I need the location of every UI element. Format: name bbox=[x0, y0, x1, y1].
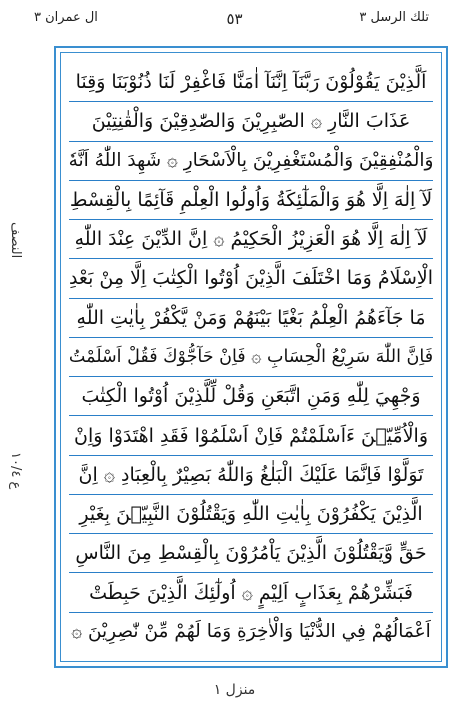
text-block bbox=[60, 52, 442, 662]
margin-marker-ruku: ع ١٠/٤ bbox=[8, 452, 23, 490]
text-line-2: عَذَابَ النَّارِ ۞ الصّٰبِرِيْنَ وَالصّٰدِقِيْنَ وَالْقٰنِتِيْنَ bbox=[69, 102, 433, 141]
text-line-11: تَوَلَّوْا فَاِنَّمَا عَلَيْكَ الْبَلٰغُ وَاللّٰهُ بَصِيْرٌ بِالْعِبَادِ ۞ اِنَّ bbox=[69, 456, 433, 495]
text-line-8: فَاِنَّ اللّٰهَ سَرِيْعُ الْحِسَابِ ۞ فَاِنْ حَآجُّوْكَ فَقُلْ اَسْلَمْتُ bbox=[69, 338, 433, 377]
header-surah-title: ال عمران ٣ bbox=[34, 10, 98, 25]
text-line-1: اَلَّذِيْنَ يَقُوْلُوْنَ رَبَّنَآ اِنَّنَآ اٰمَنَّا فَاغْفِرْ لَنَا ذُنُوْبَنَا وَقِنَا bbox=[69, 63, 433, 102]
text-line-6: الْاِسْلَامُ وَمَا اخْتَلَفَ الَّذِيْنَ اُوْتُوا الْكِتٰبَ اِلَّا مِنْ بَعْدِ bbox=[69, 259, 433, 298]
text-line-9: وَجْهِيَ لِلّٰهِ وَمَنِ اتَّبَعَنِ وَقُلْ لِّلَّذِيْنَ اُوْتُوا الْكِتٰبَ bbox=[69, 377, 433, 416]
text-line-13: حَقٍّ وَّيَقْتُلُوْنَ الَّذِيْنَ يَاْمُرُوْنَ بِالْقِسْطِ مِنَ النَّاسِ bbox=[69, 534, 433, 573]
margin-marker-nisf: النصف bbox=[8, 222, 23, 259]
text-line-3: وَالْمُنْفِقِيْنَ وَالْمُسْتَغْفِرِيْنَ بِالْاَسْحَارِ ۞ شَهِدَ اللّٰهُ اَنَّهٗ bbox=[69, 142, 433, 181]
text-line-5: لَآ اِلٰهَ اِلَّا هُوَ الْعَزِيْزُ الْحَكِيْمُ ۞ اِنَّ الدِّيْنَ عِنْدَ اللّٰهِ bbox=[69, 220, 433, 259]
text-line-14: فَبَشِّرْهُمْ بِعَذَابٍ اَلِيْمٍ ۞ اُولٰٓئِكَ الَّذِيْنَ حَبِطَتْ bbox=[69, 573, 433, 612]
text-line-4: لَآ اِلٰهَ اِلَّا هُوَ وَالْمَلٰٓئِكَةُ وَاُولُوا الْعِلْمِ قَآئِمًا بِالْقِسْطِ bbox=[69, 181, 433, 220]
page-number: ٥٣ bbox=[226, 10, 243, 28]
text-line-15: اَعْمَالُهُمْ فِي الدُّنْيَا وَالْاٰخِرَةِ وَمَا لَهُمْ مِّنْ نّٰصِرِيْنَ ۞ bbox=[71, 621, 431, 643]
text-line-12: الَّذِيْنَ يَكْفُرُوْنَ بِاٰيٰتِ اللّٰهِ وَيَقْتُلُوْنَ النَّبِيّٖنَ بِغَيْرِ bbox=[69, 495, 433, 534]
footer-manzil: منزل ١ bbox=[213, 682, 256, 698]
header-juz-title: تلك الرسل ٣ bbox=[359, 10, 429, 25]
text-line-7: مَا جَآءَهُمُ الْعِلْمُ بَغْيًا بَيْنَهُمْ وَمَنْ يَّكْفُرْ بِاٰيٰتِ اللّٰهِ bbox=[69, 299, 433, 338]
text-line-10: وَالْاُمِّيّٖنَ ءَاَسْلَمْتُمْ فَاِنْ اَسْلَمُوْا فَقَدِ اهْتَدَوْا وَاِنْ bbox=[69, 416, 433, 455]
